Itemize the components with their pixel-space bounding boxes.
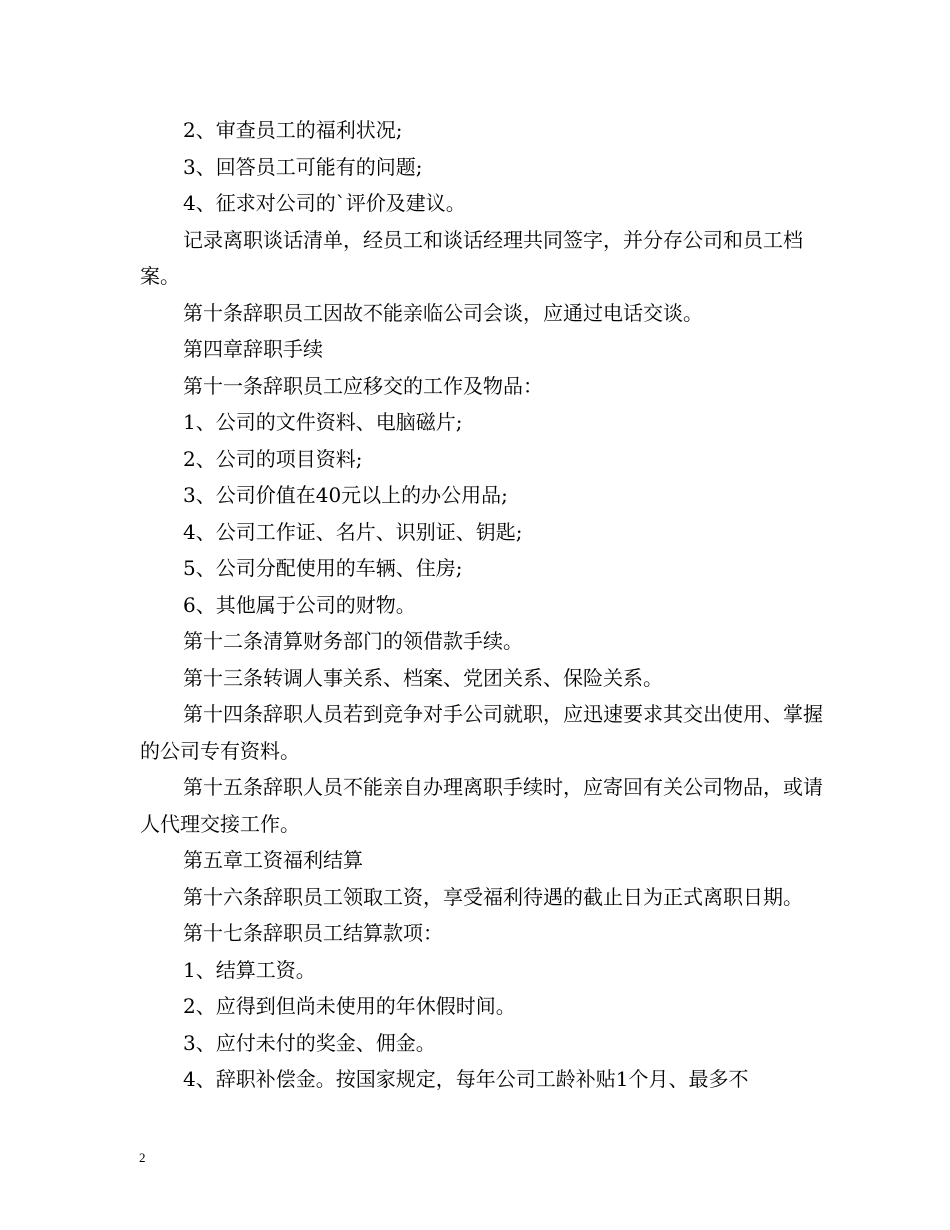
paragraph: 第十七条辞职员工结算款项： (183, 921, 443, 945)
list-item: 3、公司价值在40元以上的办公用品; (183, 483, 508, 507)
chapter-heading: 第四章辞职手续 (183, 337, 323, 361)
paragraph: 第十一条辞职员工应移交的工作及物品： (183, 373, 543, 398)
list-item: 2、应得到但尚未使用的年休假时间。 (183, 994, 516, 1018)
page-number: 2 (139, 1150, 146, 1165)
paragraph: 4、征求对公司的`评价及建议。 (183, 191, 466, 215)
paragraph: 第十四条辞职人员若到竞争对手公司就职，应迅速要求其交出使用、掌握的公司专有资料。 (140, 702, 823, 763)
list-item: 6、其他属于公司的财物。 (183, 592, 416, 617)
paragraph: 第十三条转调人事关系、档案、党团关系、保险关系。 (183, 665, 663, 690)
paragraph: 第十六条辞职员工领取工资，享受福利待遇的截止日为正式离职日期。 (183, 884, 803, 909)
list-item: 5、公司分配使用的车辆、住房; (183, 556, 463, 580)
paragraph: 第十五条辞职人员不能亲自办理离职手续时，应寄回有关公司物品，或请人代理交接工作。 (140, 775, 823, 836)
list-item: 2、公司的项目资料; (183, 446, 363, 471)
list-item: 4、公司工作证、名片、识别证、钥匙; (183, 519, 523, 544)
paragraph: 第十二条清算财务部门的领借款手续。 (183, 629, 523, 653)
paragraph: 2、审查员工的福利状况; (183, 118, 403, 142)
list-item: 1、结算工资。 (183, 957, 316, 982)
paragraph: 第十条辞职员工因故不能亲临公司会谈，应通过电话交谈。 (183, 300, 703, 325)
paragraph: 记录离职谈话清单，经员工和谈话经理共同签字，并分存公司和员工档案。 (140, 227, 803, 288)
list-item: 3、应付未付的奖金、佣金。 (183, 1030, 436, 1055)
list-item: 1、公司的文件资料、电脑磁片; (183, 410, 463, 434)
list-item: 4、辞职补偿金。按国家规定，每年公司工龄补贴1个月、最多不 (183, 1067, 749, 1091)
chapter-heading: 第五章工资福利结算 (183, 848, 363, 872)
paragraph: 3、回答员工可能有的问题; (183, 154, 423, 179)
document-body (140, 112, 840, 1098)
